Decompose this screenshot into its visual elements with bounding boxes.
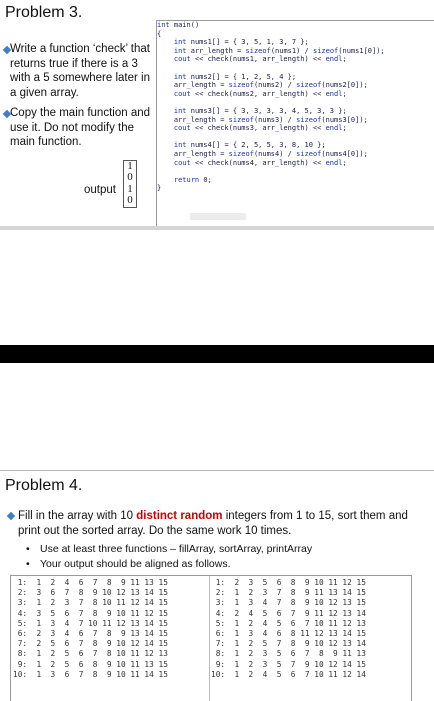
code-text [157, 21, 434, 193]
problem4-title: Problem 4. [5, 477, 83, 494]
sample-output-row: 1: 2 3 5 6 8 9 10 11 12 15 [211, 578, 366, 587]
problem4-bullet-pre: Fill in the array with 10 [18, 510, 137, 522]
sample-output-table [10, 575, 412, 701]
code-line: int nums4[] = { 2, 5, 5, 3, 8, 10 }; [173, 141, 326, 150]
code-line: int nums1[] = { 3, 5, 1, 3, 7 }; [173, 38, 309, 47]
sample-output-row: 1: 1 2 4 6 7 8 9 11 13 15 [13, 578, 168, 587]
code-line: arr_length = sizeof(nums2) / sizeof(nums2[0]); [157, 81, 368, 90]
black-band [0, 345, 434, 363]
sample-output-row: 2: 3 6 7 8 9 10 12 13 14 15 [13, 588, 168, 598]
watermark [190, 213, 246, 220]
sample-output-row: 3: 1 2 3 7 8 10 11 12 14 15 [13, 598, 168, 608]
code-line: int nums3[] = { 3, 3, 3, 3, 4, 5, 3, 3 }; [173, 106, 347, 115]
code-line: return 0; [173, 175, 212, 184]
code-line: int nums2[] = { 1, 2, 5, 4 }; [173, 72, 297, 81]
code-line: int main() [157, 21, 200, 29]
code-line: { [157, 29, 162, 38]
problem3-slide [0, 0, 434, 226]
output-value: 1 [127, 182, 133, 195]
code-line: int arr_length = sizeof(nums1) / sizeof(nums1[0]); [173, 46, 385, 55]
code-line: arr_length = sizeof(nums3) / sizeof(nums3[0]); [157, 115, 368, 124]
sample-output-row: 4: 2 4 5 6 7 9 11 12 13 14 [211, 608, 366, 618]
sample-output-row: 5: 1 3 4 7 10 11 12 13 14 15 [13, 618, 168, 628]
problem4-bullet-emphasis: distinct random [136, 510, 223, 522]
output-label: output [84, 184, 116, 196]
problem4-bullet-post: integers from 1 to 15, sort them and print out the sorted array. Do the same work 10 times. [18, 510, 408, 537]
bullet-diamond-icon [7, 512, 15, 520]
sample-output-row: 9: 1 2 5 6 8 9 10 11 13 15 [13, 659, 168, 669]
sample-output-left-text [13, 578, 168, 680]
code-line: cout << check(nums3, arr_length) << endl; [173, 124, 347, 133]
output-box [123, 160, 137, 208]
problem4-bullet [18, 509, 418, 538]
problem3-bullet2: Copy the main function and use it. Do not modify the main function. [10, 107, 151, 148]
output-value: 1 [127, 160, 133, 172]
code-line: cout << check(nums4, arr_length) << endl; [173, 158, 347, 167]
sample-output-row: 2: 1 2 3 7 8 9 11 13 14 15 [211, 588, 366, 598]
output-value: 0 [127, 171, 133, 184]
sample-output-row: 8: 1 2 5 6 7 8 10 11 12 13 [13, 649, 168, 659]
sample-output-row: 10: 1 3 6 7 8 9 10 11 14 15 [13, 669, 168, 679]
slide-gap [0, 226, 434, 230]
sample-output-row: 4: 3 5 6 7 8 9 10 11 12 15 [13, 608, 168, 618]
code-line: cout << check(nums1, arr_length) << endl; [173, 55, 347, 64]
problem4-sub2: Your output should be aligned as follows. [40, 558, 231, 570]
code-block [156, 20, 434, 226]
sample-output-row: 9: 1 2 3 5 7 9 10 12 14 15 [211, 659, 366, 669]
sample-output-right-text [211, 578, 366, 680]
sample-output-right [211, 578, 366, 680]
sample-output-row: 6: 2 3 4 6 7 8 9 13 14 15 [13, 629, 168, 639]
problem4-sub1: Use at least three functions – fillArray, sortArray, printArray [40, 543, 313, 555]
sample-output-row: 8: 1 2 3 5 6 7 8 9 11 13 [211, 649, 366, 659]
problem4-slide [0, 470, 434, 701]
sample-output-left [13, 578, 168, 680]
sample-output-row: 7: 2 5 6 7 8 9 10 12 14 15 [13, 639, 168, 649]
sample-output-row: 3: 1 3 4 7 8 9 10 12 13 15 [211, 598, 366, 608]
problem3-title: Problem 3. [5, 4, 83, 21]
sample-output-row: 6: 1 3 4 6 8 11 12 13 14 15 [211, 629, 366, 639]
code-line: arr_length = sizeof(nums4) / sizeof(nums4[0]); [157, 149, 368, 158]
column-divider [209, 576, 210, 701]
code-line: cout << check(nums2, arr_length) << endl; [173, 89, 347, 98]
output-value: 0 [127, 194, 133, 207]
code-line: } [157, 184, 162, 193]
problem3-bullet1: Write a function ‘check’ that returns true if there is a 3 with a 5 somewhere later in a given array. [10, 43, 150, 99]
sample-output-row: 10: 1 2 4 5 6 7 10 11 12 14 [211, 669, 366, 679]
sample-output-row: 7: 1 2 5 7 8 9 10 12 13 14 [211, 639, 366, 649]
sub-bullet-dot-icon: • [26, 558, 30, 570]
sample-output-row: 5: 1 2 4 5 6 7 10 11 12 13 [211, 618, 366, 628]
sub-bullet-dot-icon: • [26, 543, 30, 555]
